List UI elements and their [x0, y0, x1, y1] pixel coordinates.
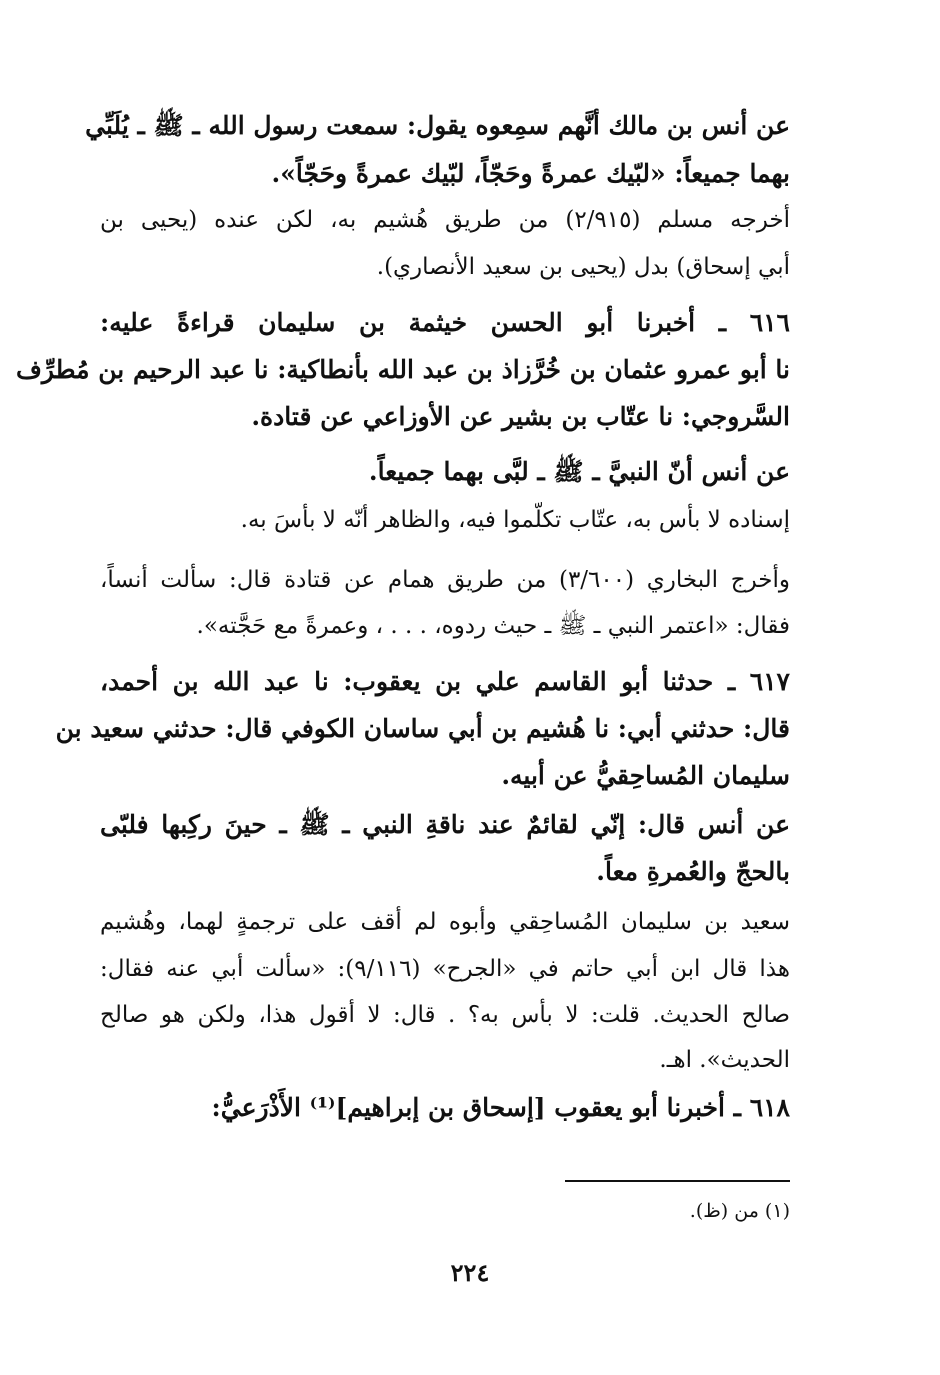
text-line: هذا قال ابن أبي حاتم في «الجرح» (٩/١١٦): «سألت أبي عنه فقال: — [100, 956, 790, 982]
hadith-heading: ٦١٦ ـ أخبرنا أبو الحسن خيثمة بن سليمان قراءةً عليه: — [100, 308, 790, 337]
text-line: فقال: «اعتمر النبي ـ ﷺ ـ حيث ردوه، . . . ، وعمرةً مع حَجَّته». — [196, 613, 790, 639]
text-line: سعيد بن سليمان المُساحِقي وأبوه لم أقف على ترجمةٍ لهما، وهُشيم — [100, 909, 790, 935]
page-number: ٢٢٤ — [450, 1258, 490, 1287]
text-line: سليمان المُساحِقيُّ عن أبيه. — [501, 761, 790, 790]
text-line: أبي إسحاق) بدل (يحيى بن سعيد الأنصاري). — [376, 254, 790, 280]
text-line: السَّروجي: نا عتّاب بن بشير عن الأوزاعي عن قتادة. — [251, 402, 790, 431]
text-line: أخرجه مسلم (٢/٩١٥) من طريق هُشيم به، لكن عنده (يحيى بن — [100, 207, 790, 233]
text-line: عن أنس أنّ النبيَّ ـ ﷺ ـ لبَّى بهما جميعاً. — [368, 457, 790, 486]
text-line: الحديث». اهـ. — [659, 1047, 790, 1073]
text-line: عن أنس قال: إنّي لقائمٌ عند ناقةِ النبي ـ ﷺ ـ حينَ ركِبها فلبّى — [100, 810, 790, 839]
footnote-separator — [565, 1180, 790, 1182]
text-line: بالحجّ والعُمرةِ معاً. — [596, 857, 790, 886]
text-line: إسناده لا بأس به، عتّاب تكلّموا فيه، والظاهر أنّه لا بأسَ به. — [240, 507, 790, 533]
hadith-heading: ٦١٧ ـ حدثنا أبو القاسم علي بن يعقوب: نا عبد الله بن أحمد، — [100, 667, 790, 696]
footnote: (١) من (ظ). — [689, 1200, 790, 1222]
text-line: وأخرج البخاري (٣/٦٠٠) من طريق همام عن قتادة قال: سألت أنساً، — [100, 567, 790, 593]
text-line: بهما جميعاً: «لبّيك عمرةً وحَجّاً، لبّيك عمرةً وحَجّاً». — [271, 159, 790, 188]
text-line: عن أنس بن مالك أنَّهم سمِعوه يقول: سمعت رسول الله ـ ﷺ ـ يُلَبِّي — [85, 111, 790, 140]
hadith-heading: ٦١٨ ـ أخبرنا أبو يعقوب [إسحاق بن إبراهيم]⁽¹⁾ الأَذْرَعيُّ: — [211, 1093, 790, 1122]
text-line: نا أبو عمرو عثمان بن خُرَّزاذ بن عبد الله بأنطاكية: نا عبد الرحيم بن مُطرِّف — [15, 355, 790, 384]
text-line: قال: حدثني أبي: نا هُشيم بن أبي ساسان الكوفي قال: حدثني سعيد بن — [55, 714, 790, 743]
text-line: صالح الحديث. قلت: لا بأس به؟ . قال: لا أقول هذا، ولكن هو صالح — [100, 1002, 790, 1028]
